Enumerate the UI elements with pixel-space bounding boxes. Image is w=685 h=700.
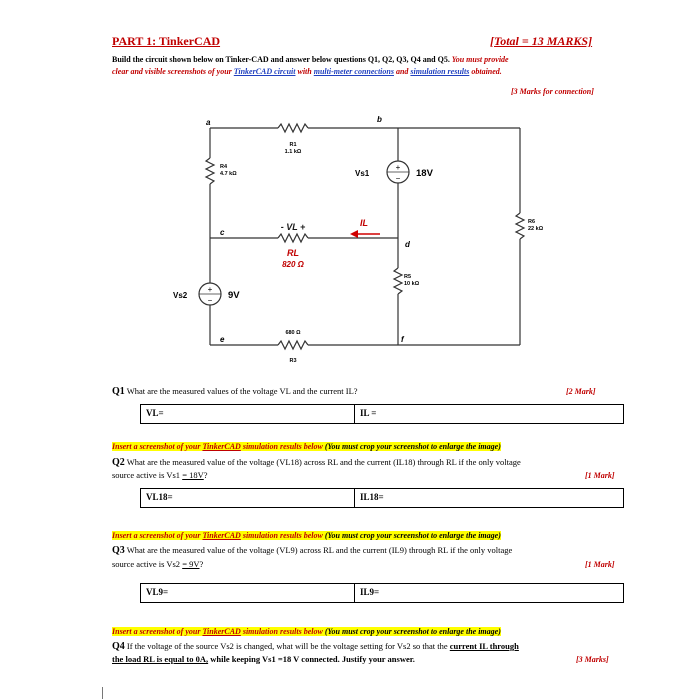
q4-marks: [3 Marks] [576,655,609,664]
vs2-value: 9V [228,290,240,301]
link-tinkercad-circuit[interactable]: TinkerCAD circuit [233,67,296,76]
instruction-text: clear and visible screenshots of your [112,67,234,76]
instruction-text: Build the circuit shown below on Tinker-CAD and answer below questions Q1, Q2, Q3, Q4 and Q5. [112,55,450,64]
il-label: IL [360,218,368,228]
q2-answer-box [140,488,624,508]
answer-field-il[interactable]: IL = [360,408,377,418]
question-2-line-2 [112,470,208,480]
note-text: (You must crop your screenshot to enlarge the image) [322,442,501,451]
note-text: Insert a screenshot of your [112,531,203,540]
question-text: current IL through [449,641,519,651]
question-text: source active is Vs1 [112,470,183,480]
screenshot-instruction-1 [112,442,501,451]
vs1-plus: + [395,163,401,172]
node-e: e [220,335,225,344]
note-text: (You must crop your screenshot to enlarge the image) [322,627,501,636]
vs2-name: Vs2 [173,291,188,300]
q3-marks: [1 Mark] [585,560,615,569]
node-b: b [377,115,382,124]
question-text: the load RL is equal to 0A, [112,654,209,664]
note-link: TinkerCAD [202,442,241,451]
r5-value: 10 kΩ [404,281,420,287]
instruction-line-2 [112,67,502,76]
circuit-diagram [173,108,550,373]
question-text: ? [199,559,204,569]
instruction-text: with [295,67,314,76]
question-text: If the voltage of the source Vs2 is changed, what will be the voltage setting for Vs2 so that the [124,641,450,651]
rl-name: RL [287,248,299,258]
q1-answer-box [140,404,624,424]
question-text: What are the measured value of the voltage (VL18) across RL and the current (IL18) through RL if the only voltage [124,457,521,467]
node-f: f [401,335,404,344]
r4-value: 4.7 kΩ [220,171,237,177]
vs1-value: 18V [416,168,433,179]
question-3 [112,545,512,556]
r3-name: R3 [289,358,297,364]
question-number: Q3 [112,545,125,556]
question-4-line-2 [112,654,415,664]
r5-name: R5 [404,274,412,280]
question-text: while keeping Vs1 =18 V connected. Justify your answer. [208,654,415,664]
question-number: Q2 [112,457,125,468]
r4-name: R4 [220,164,228,170]
question-2 [112,457,521,468]
vs2-minus: − [207,296,213,305]
part-title: PART 1: TinkerCAD [112,34,221,48]
marks-for-connection: [3 Marks for connection] [511,87,594,96]
question-text: = 9V [182,559,200,569]
r1-name: R1 [289,142,297,148]
total-marks: [Total = 13 MARKS] [490,34,593,48]
r1-value: 1.1 kΩ [284,149,302,155]
question-text: source active is Vs2 [112,559,183,569]
note-text: Insert a screenshot of your [112,627,203,636]
question-1 [112,386,358,397]
vs2-plus: + [207,285,213,294]
instruction-text: obtained. [469,67,502,76]
text-cursor [102,687,103,699]
r6-value: 22 kΩ [528,226,544,232]
link-simulation-results[interactable]: simulation results [410,67,470,76]
q1-marks: [2 Mark] [566,387,596,396]
rl-value: 820 Ω [282,260,304,269]
note-text: simulation results below [240,442,323,451]
answer-field-vl9[interactable]: VL9= [141,584,355,602]
question-text: What are the measured values of the voltage VL and the current IL? [124,386,358,396]
note-text: simulation results below [240,531,323,540]
q2-marks: [1 Mark] [585,471,615,480]
note-link: TinkerCAD [202,627,241,636]
note-text: (You must crop your screenshot to enlarge the image) [322,531,501,540]
question-number: Q1 [112,386,125,397]
answer-field-vl18[interactable]: VL18= [141,489,355,507]
instruction-text: and [393,67,411,76]
answer-field-il9[interactable]: IL9= [360,587,380,597]
screenshot-instruction-2 [112,531,501,540]
question-3-line-2 [112,559,203,569]
note-text: simulation results below [240,627,323,636]
instruction-line-1 [112,55,509,64]
r3-value: 680 Ω [285,330,301,336]
node-a: a [206,118,211,127]
node-d: d [405,240,410,249]
note-text: Insert a screenshot of your [112,442,203,451]
vs1-name: Vs1 [355,169,370,178]
answer-field-il18[interactable]: IL18= [360,492,384,502]
vl-label: - VL + [280,222,306,232]
question-4 [112,641,519,652]
node-c: c [220,228,225,237]
link-multimeter-connections[interactable]: multi-meter connections [313,67,394,76]
answer-field-vl[interactable]: VL= [141,405,355,423]
q3-answer-box [140,583,624,603]
question-number: Q4 [112,641,125,652]
question-text: What are the measured value of the voltage (VL9) across RL and the current (IL9) through RL if the only voltage [124,545,513,555]
question-text: ? [203,470,208,480]
note-link: TinkerCAD [202,531,241,540]
il-arrow-icon [350,230,380,238]
question-text: = 18V [182,470,204,480]
instruction-text-red: You must provide [449,55,509,64]
r6-name: R6 [528,219,536,225]
vs1-minus: − [395,174,401,183]
screenshot-instruction-3 [112,627,501,636]
